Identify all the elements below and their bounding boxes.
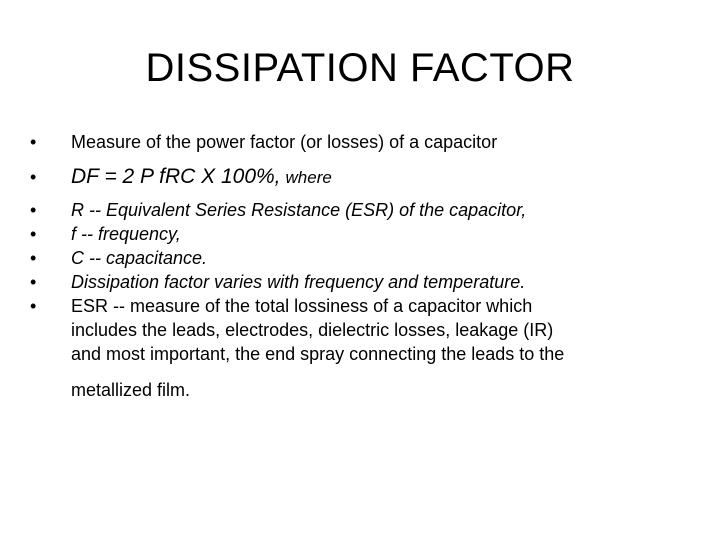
slide-title: DISSIPATION FACTOR <box>145 46 575 90</box>
bullet-item <box>30 222 690 246</box>
formula-suffix: where <box>285 168 332 187</box>
bullet-text: C -- capacitance. <box>71 248 208 268</box>
bullet-item <box>30 246 690 270</box>
bullet-text: f -- frequency, <box>71 224 181 244</box>
bullet-marker: • <box>30 167 37 187</box>
bullet-marker: • <box>30 132 37 152</box>
bullet-line: and most important, the end spray connecting the leads to the <box>71 344 565 364</box>
bullet-text: Measure of the power factor (or losses) of a capacitor <box>71 132 498 152</box>
bullet-text: R -- Equivalent Series Resistance (ESR) of the capacitor, <box>71 200 527 220</box>
bullet-marker: • <box>30 296 37 316</box>
bullet-item <box>30 163 690 192</box>
bullet-text: Dissipation factor varies with frequency and temperature. <box>71 272 526 292</box>
bullet-line: includes the leads, electrodes, dielectric losses, leakage (IR) <box>71 320 554 340</box>
bullet-marker: • <box>30 224 37 244</box>
bullet-list <box>30 130 690 402</box>
bullet-marker: • <box>30 272 37 292</box>
bullet-marker: • <box>30 248 37 268</box>
bullet-item <box>30 130 690 154</box>
formula-text: DF = 2 P fRC X 100%, <box>71 165 281 188</box>
bullet-item <box>30 294 690 402</box>
bullet-line: metallized film. <box>71 380 191 400</box>
bullet-item <box>30 198 690 222</box>
bullet-marker: • <box>30 200 37 220</box>
bullet-item <box>30 270 690 294</box>
bullet-line: ESR -- measure of the total lossiness of a capacitor which <box>71 296 533 316</box>
